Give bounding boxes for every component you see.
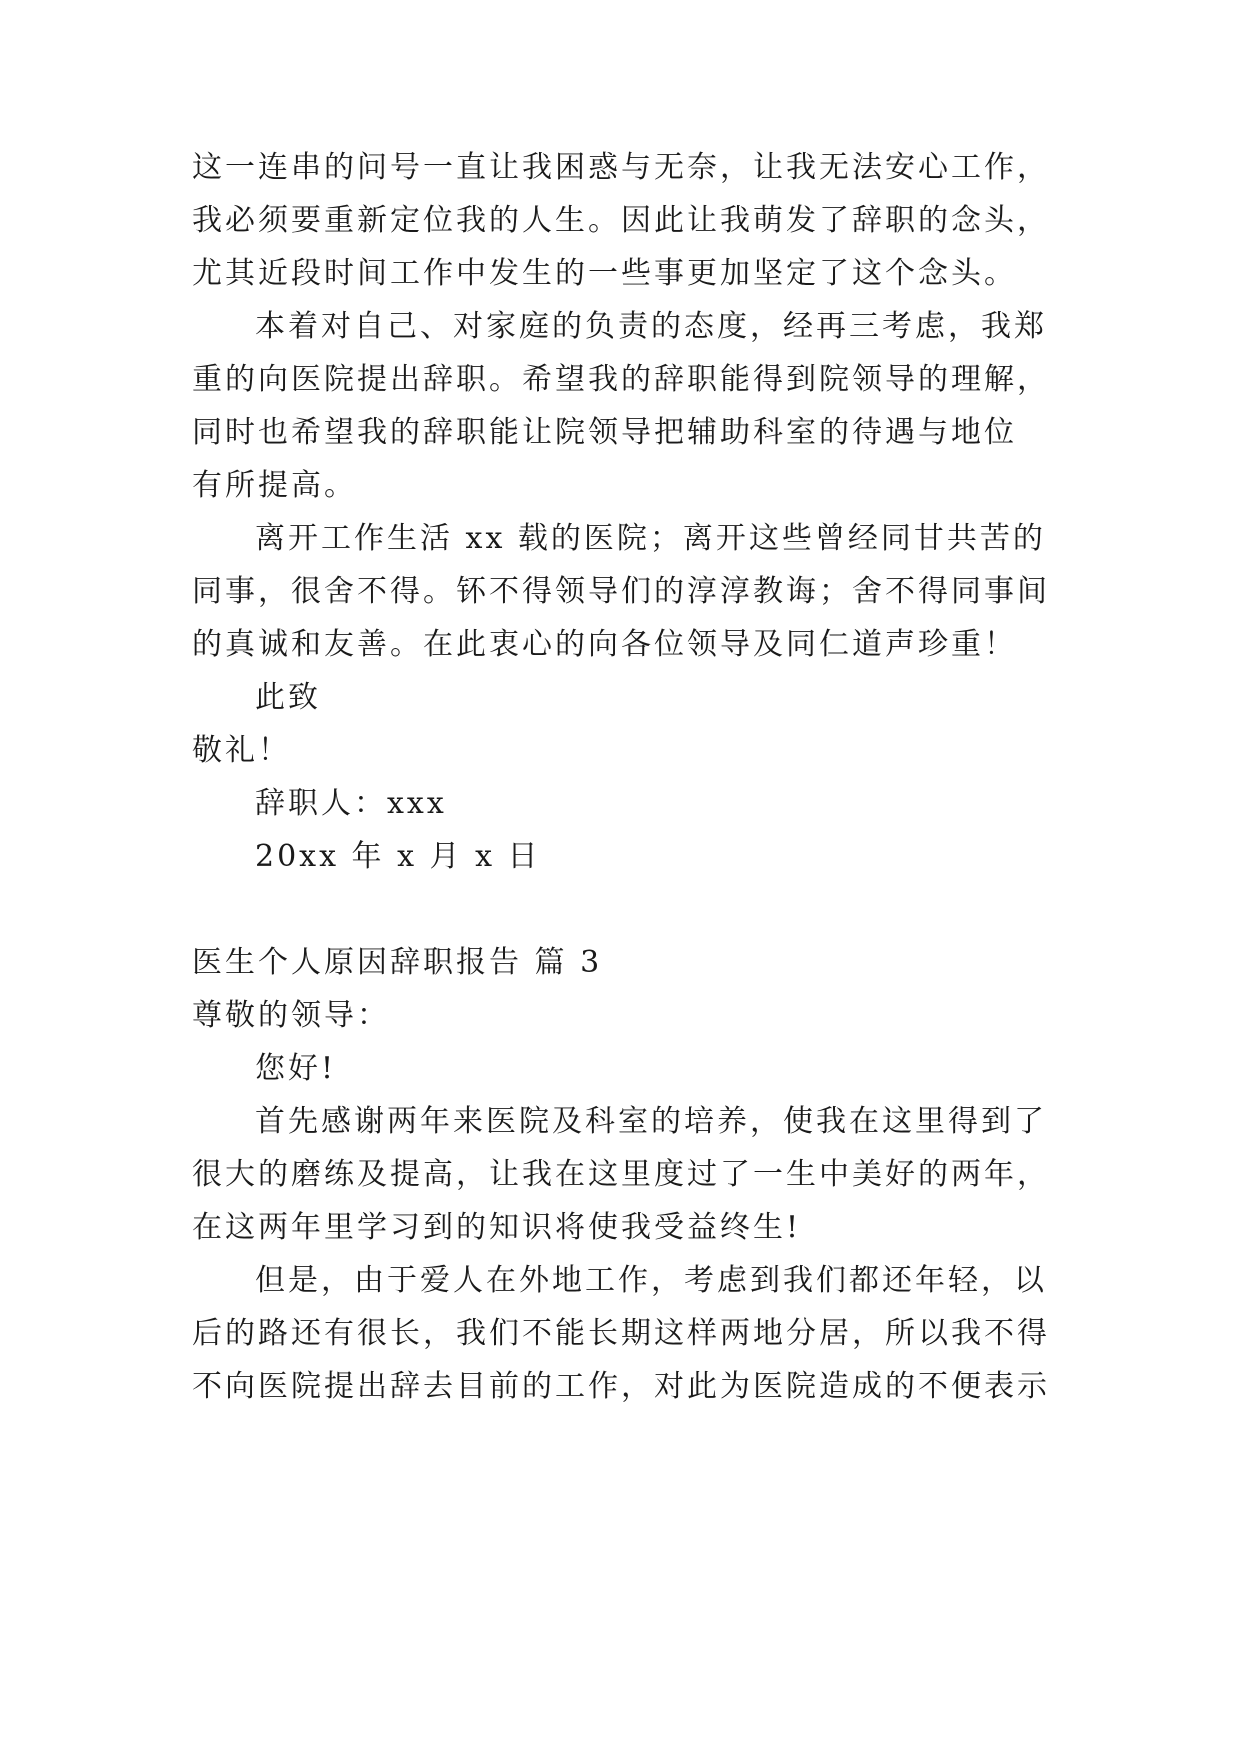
paragraph-line: 我必须要重新定位我的人生。因此让我萌发了辞职的念头， [192,203,1050,238]
paragraph-line: 离开工作生活 xx 载的医院；离开这些曾经同甘共苦的 [255,521,1046,556]
paragraph-line: 不向医院提出辞去目前的工作，对此为医院造成的不便表示 [192,1369,1050,1404]
closing-line: 此致 [255,680,321,715]
greeting-line: 尊敬的领导： [192,998,390,1033]
paragraph-line: 重的向医院提出辞职。希望我的辞职能得到院领导的理解， [192,362,1050,397]
paragraph-line: 同时也希望我的辞职能让院领导把辅助科室的待遇与地位 [192,415,1017,450]
signer-line: 辞职人：xxx [255,786,447,821]
paragraph-line: 后的路还有很长，我们不能长期这样两地分居，所以我不得 [192,1316,1050,1351]
paragraph-line: 但是，由于爱人在外地工作，考虑到我们都还年轻，以 [255,1263,1047,1298]
paragraph-line: 尤其近段时间工作中发生的一些事更加坚定了这个念头。 [192,256,1017,291]
paragraph-line: 在这两年里学习到的知识将使我受益终生! [192,1210,802,1245]
date-line: 20xx 年 x 月 x 日 [255,839,541,874]
paragraph-line: 有所提高。 [192,468,357,503]
section-heading: 医生个人原因辞职报告 篇 3 [192,945,603,980]
paragraph-line: 很大的磨练及提高，让我在这里度过了一生中美好的两年， [192,1157,1050,1192]
paragraph-line: 同事，很舍不得。钚不得领导们的淳淳教诲；舍不得同事间 [192,574,1050,609]
paragraph-line: 这一连串的问号一直让我困惑与无奈，让我无法安心工作， [192,150,1050,185]
paragraph-line: 首先感谢两年来医院及科室的培养，使我在这里得到了 [255,1104,1047,1139]
hello-line: 您好! [255,1051,337,1086]
salutation-line: 敬礼！ [192,733,291,768]
paragraph-line: 的真诚和友善。在此衷心的向各位领导及同仁道声珍重！ [192,627,1017,662]
paragraph-line: 本着对自己、对家庭的负责的态度，经再三考虑，我郑 [255,309,1047,344]
